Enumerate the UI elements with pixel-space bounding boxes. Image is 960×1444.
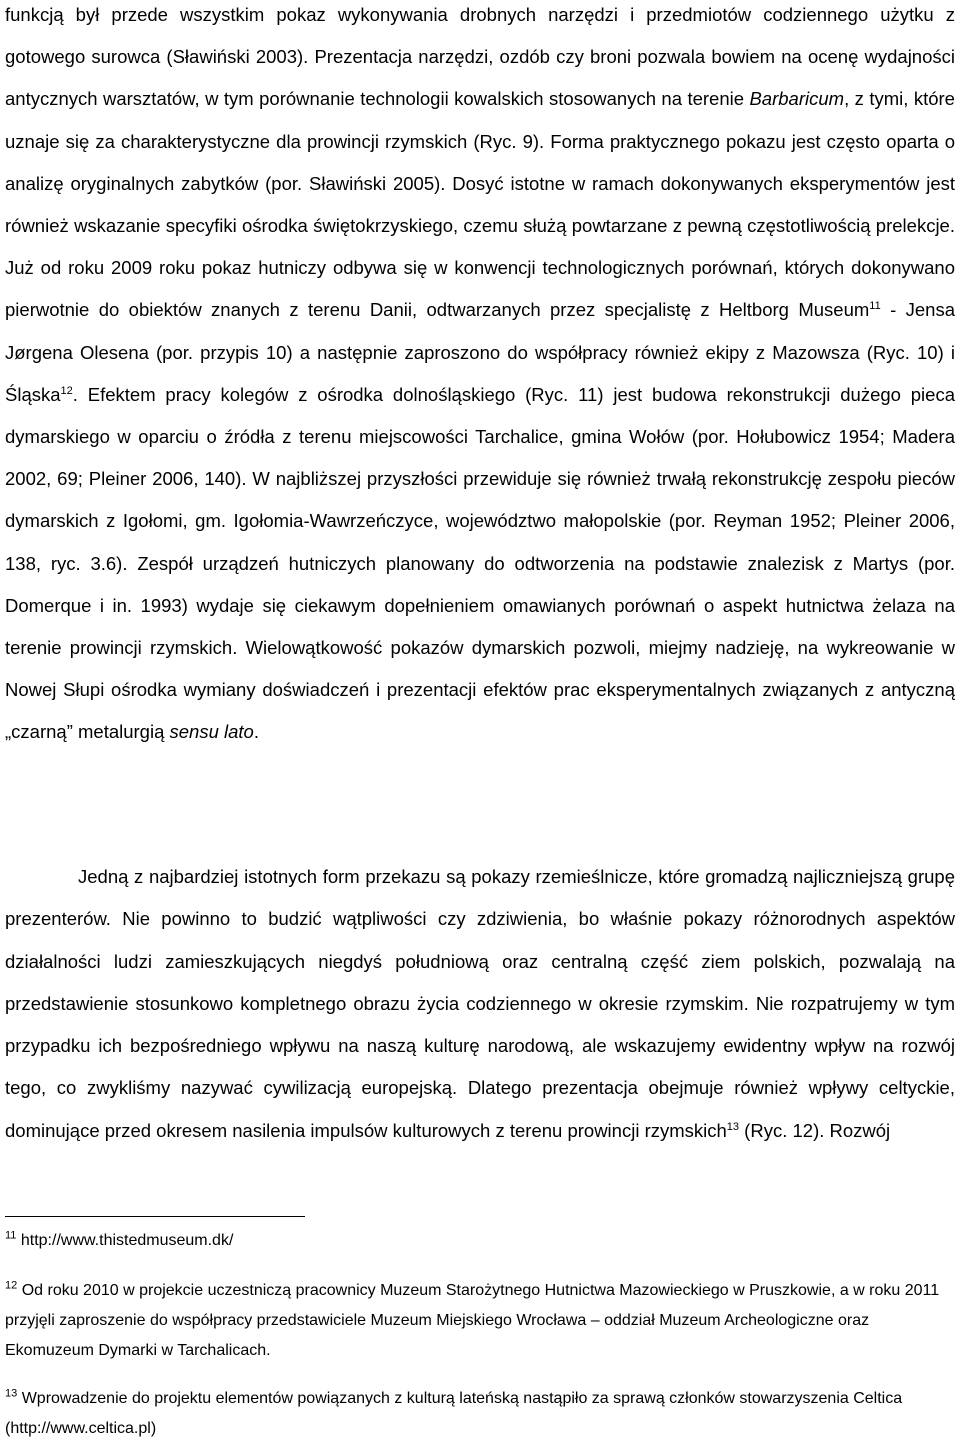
footnote-number: 13	[5, 1387, 18, 1400]
paragraph-text: .	[253, 721, 259, 743]
paragraph-text: funkcją był przede wszystkim pokaz wykonywania drobnych narzędzi i przedmiotów codziennego użytku z gotowego surowca (Sławiński 2003). Prezentacja narzędzi, ozdób czy broni pozwala bowiem na ocenę wydajności antycznych warsztatów, w tym porównanie technologii kowalskich stosowanych na terenie	[5, 4, 955, 110]
body-paragraph-2	[5, 856, 955, 1152]
footnote-number: 12	[5, 1279, 18, 1292]
paragraph-text: - Jensa Jørgena Olesena (por. przypis 10) a następnie zaproszono do współpracy również ekipy z Mazowsza (Ryc. 10) i Śląska	[5, 299, 955, 405]
footnote-text[interactable]: http://www.thistedmuseum.dk/	[16, 1232, 234, 1249]
footnote-12	[5, 1276, 955, 1366]
paragraph-text: Jedną z najbardziej istotnych form przekazu są pokazy rzemieślnicze, które gromadzą najliczniejszą grupę prezenterów. Nie powinno to budzić wątpliwości czy zdziwienia, bo właśnie pokazy różnorodnych aspektów działalności ludzi zamieszkujących niegdyś południową oraz centralną część ziem polskich, pozwalają na przedstawienie stosunkowo kompletnego obrazu życia codziennego w okresie rzymskim. Nie rozpatrujemy w tym przypadku ich bezpośredniego wpływu na naszą kulturę narodową, ale wskazujemy ewidentny wpływ na rozwój tego, co zwykliśmy nazywać cywilizacją europejską. Dlatego prezentacja obejmuje również wpływy celtyckie, dominujące przed okresem nasilenia impulsów kulturowych z terenu prowincji rzymskich	[5, 866, 955, 1141]
italic-term-sensu-lato: sensu lato	[169, 721, 254, 743]
footnote-ref-11[interactable]: 11	[869, 300, 881, 313]
paragraph-text: . Efektem pracy kolegów z ośrodka dolnośląskiego (Ryc. 11) jest budowa rekonstrukcji dużego pieca dymarskiego w oparciu o źródła z terenu miejscowości Tarchalice, gmina Wołów (por. Hołubowicz 1954; Madera 2002, 69; Pleiner 2006, 140). W najbliższej przyszłości przewiduje się również trwałą rekonstrukcję zespołu pieców dymarskich z Igołomi, gm. Igołomia-Wawrzeńczyce, województwo małopolskie (por. Reyman 1952; Pleiner 2006, 138, ryc. 3.6). Zespół urządzeń hutniczych planowany do odtworzenia na podstawie znalezisk z Martys (por. Domerque i in. 1993) wydaje się ciekawym dopełnieniem omawianych porównań o aspekt hutnictwa żelaza na terenie prowincji rzymskich. Wielowątkowość pokazów dymarskich pozwoli, miejmy nadzieję, na wykreowanie w Nowej Słupi ośrodka wymiany doświadczeń i prezentacji efektów prac eksperymentalnych związanych z antyczną „czarną” metalurgią	[5, 383, 955, 743]
italic-term-barbaricum: Barbaricum	[749, 88, 845, 110]
body-paragraph-1	[5, 0, 955, 754]
footnote-13	[5, 1384, 955, 1444]
footnote-number: 11	[5, 1229, 17, 1242]
footnote-text: Wprowadzenie do projektu elementów powiązanych z kulturą lateńską nastąpiło za sprawą członków stowarzyszenia Celtica (http://www.celtica.pl)	[5, 1390, 903, 1437]
footnote-ref-13[interactable]: 13	[726, 1120, 740, 1133]
footnote-text: Od roku 2010 w projekcie uczestniczą pracownicy Muzeum Starożytnego Hutnictwa Mazowieckiego w Pruszkowie, a w roku 2011 przyjęli zaproszenie do współpracy przedstawiciele Muzeum Miejskiego Wrocława – oddział Muzeum Archeologiczne oraz Ekomuzeum Dymarki w Tarchalicach.	[5, 1282, 940, 1359]
paragraph-text: , z tymi, które uznaje się za charakterystyczne dla prowincji rzymskich (Ryc. 9). Forma praktycznego pokazu jest często oparta o analizę oryginalnych zabytków (por. Sławiński 2005). Dosyć istotne w ramach dokonywanych eksperymentów jest również wskazanie specyfiki ośrodka świętokrzyskiego, czemu służą powtarzane z pewną częstotliwością prelekcje. Już od roku 2009 roku pokaz hutniczy odbywa się w konwencji technologicznych porównań, których dokonywano pierwotnie do obiektów znanych z terenu Danii, odtwarzanych przez specjalistę z Heltborg Museum	[5, 88, 955, 321]
footnote-separator	[5, 1216, 305, 1217]
paragraph-text: (Ryc. 12). Rozwój	[739, 1119, 891, 1141]
footnote-11	[5, 1226, 955, 1256]
footnote-ref-12[interactable]: 12	[60, 384, 73, 397]
